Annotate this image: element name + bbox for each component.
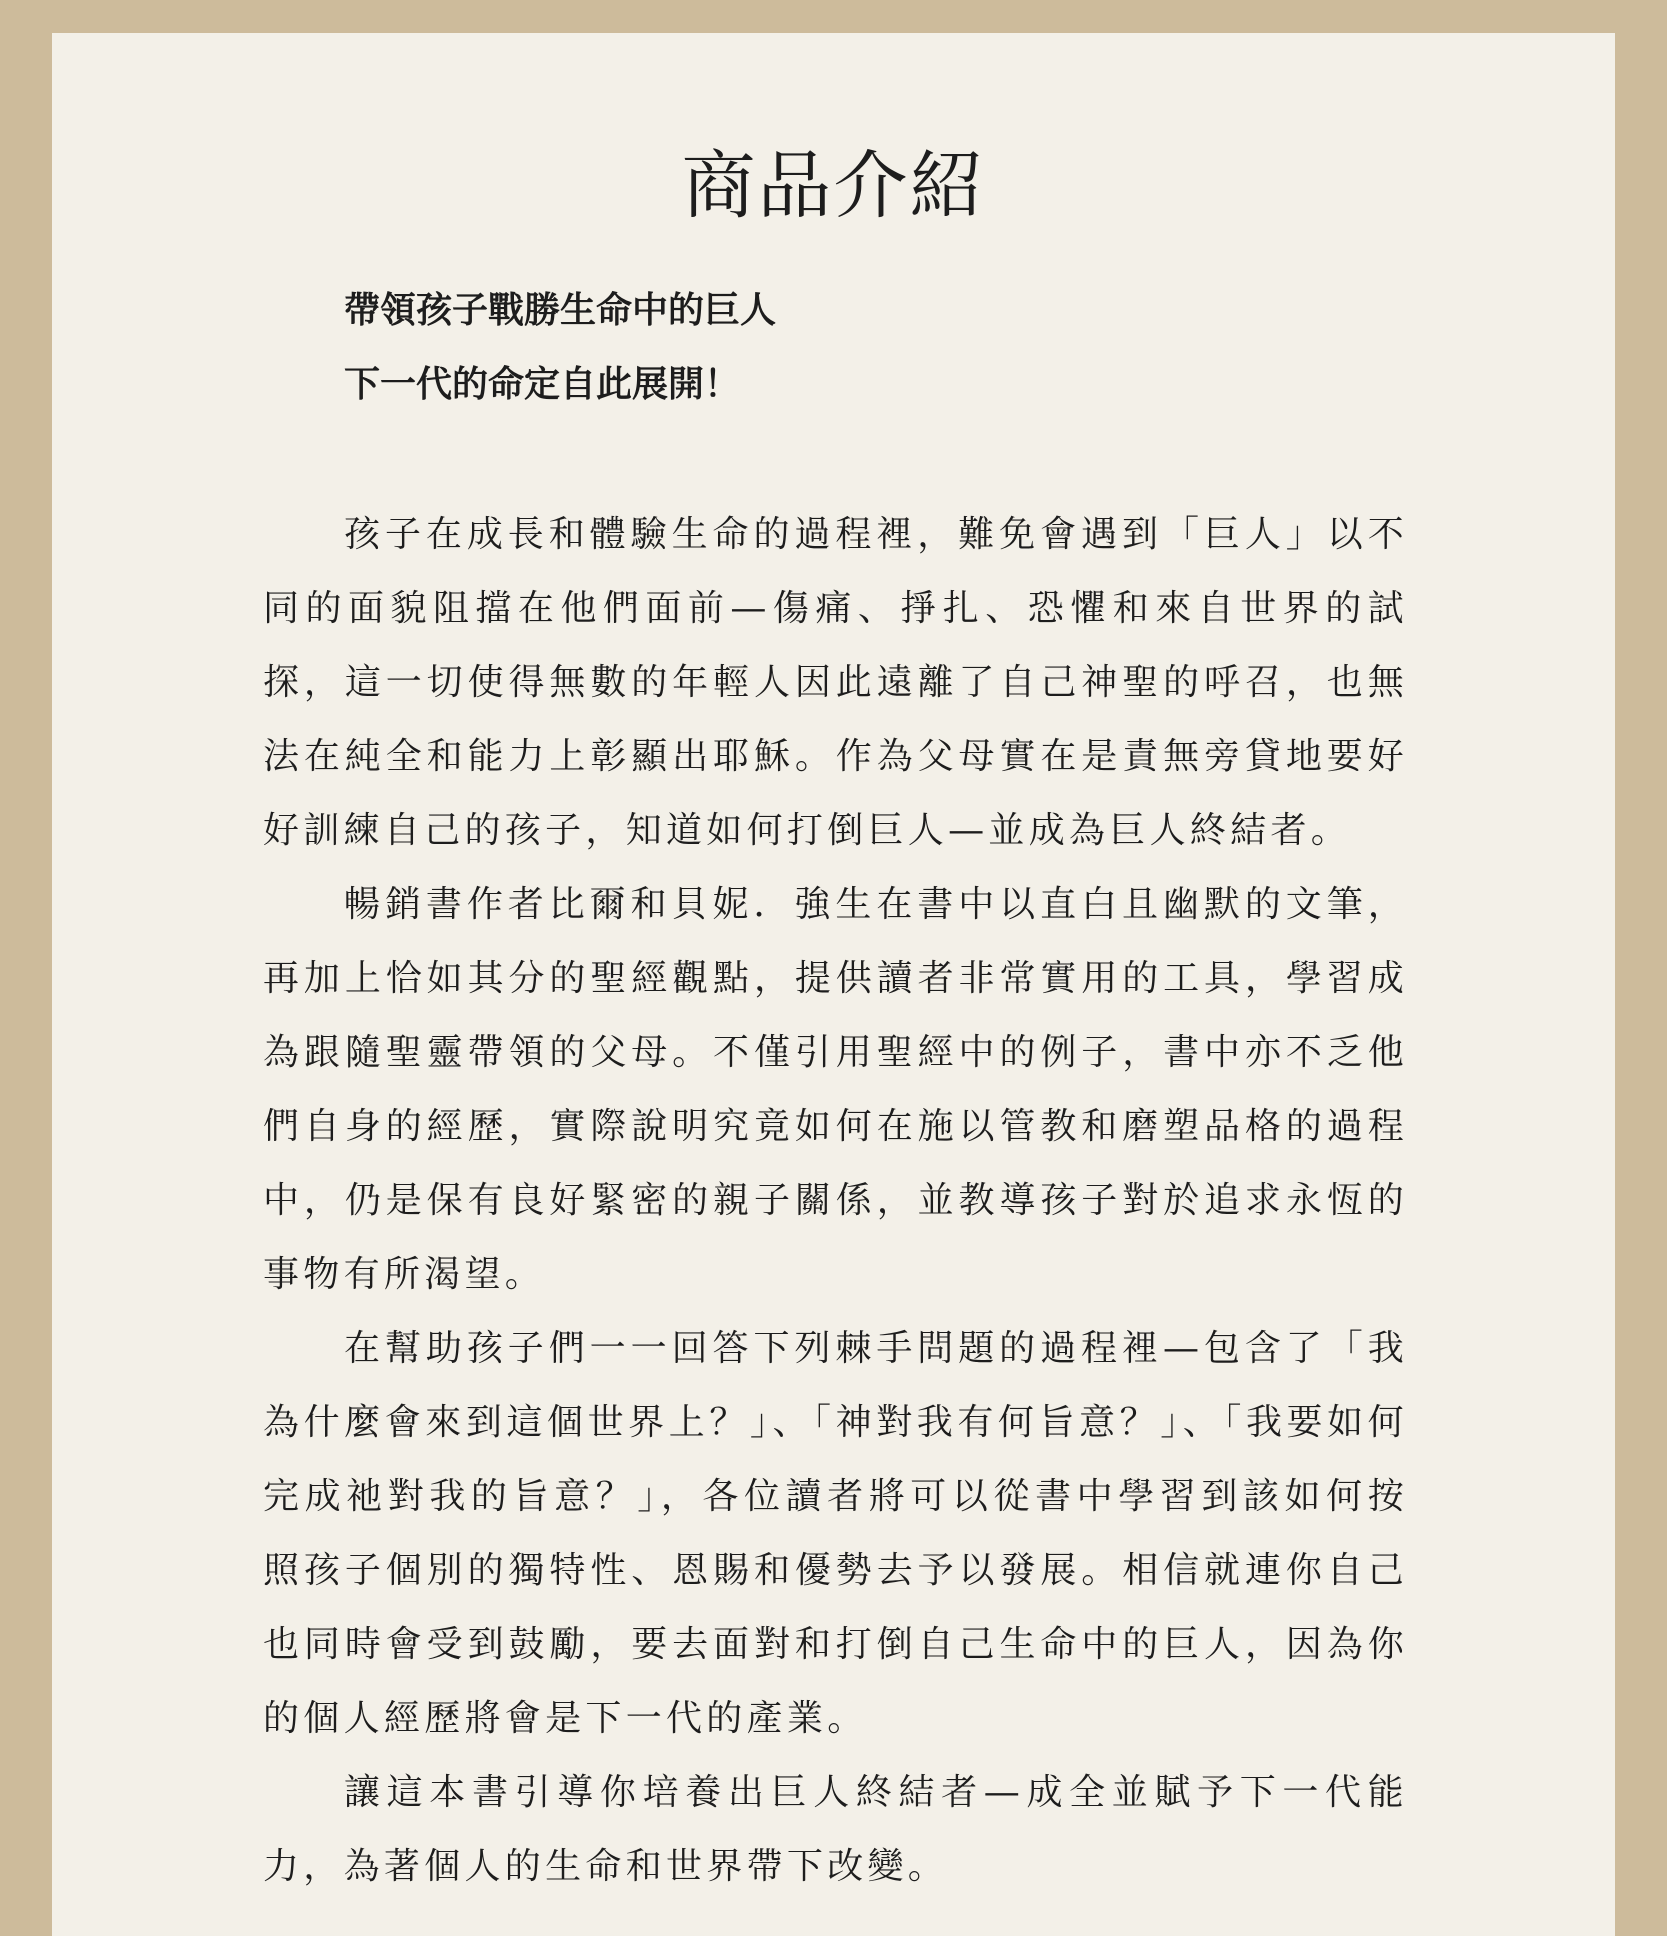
page-title: 商品介紹 — [681, 143, 986, 229]
description-paragraph: 暢銷書作者比爾和貝妮．強生在書中以直白且幽默的文筆，再加上恰如其分的聖經觀點，提供讀者非常實用的工具，學習成為跟隨聖靈帶領的父母。不僅引用聖經中的例子，書中亦不乏他們自身的經歷，實際說明究竟如何在施以管教和磨塑品格的過程中，仍是保有良好緊密的親子關係，並教導孩子對於追求永恆的事物有所渴望。 — [263, 884, 1408, 1295]
description-paragraph: 讓這本書引導你培養出巨人終結者—成全並賦予下一代能力，為著個人的生命和世界帶下改變。 — [263, 1772, 1408, 1887]
subtitle-line: 下一代的命定自此展開！ — [344, 363, 741, 405]
description-paragraph: 孩子在成長和體驗生命的過程裡，難免會遇到「巨人」以不同的面貌阻擋在他們面前—傷痛、掙扎、恐懼和來自世界的試探，這一切使得無數的年輕人因此遠離了自己神聖的呼召，也無法在純全和能力上彰顯出耶穌。作為父母實在是責無旁貸地要好好訓練自己的孩子，知道如何打倒巨人—並成為巨人終結者。 — [263, 514, 1408, 851]
subtitle-block — [344, 273, 1344, 421]
description-paragraph: 在幫助孩子們一一回答下列棘手問題的過程裡—包含了「我為什麼會來到這個世界上？」、「神對我有何旨意？」、「我要如何完成祂對我的旨意？」，各位讀者將可以從書中學習到該如何按照孩子個別的獨特性、恩賜和優勢去予以發展。相信就連你自己也同時會受到鼓勵，要去面對和打倒自己生命中的巨人，因為你的個人經歷將會是下一代的產業。 — [263, 1328, 1408, 1739]
description-body — [263, 498, 1408, 1904]
subtitle-line: 帶領孩子戰勝生命中的巨人 — [344, 289, 777, 331]
product-intro-card — [52, 33, 1615, 1936]
